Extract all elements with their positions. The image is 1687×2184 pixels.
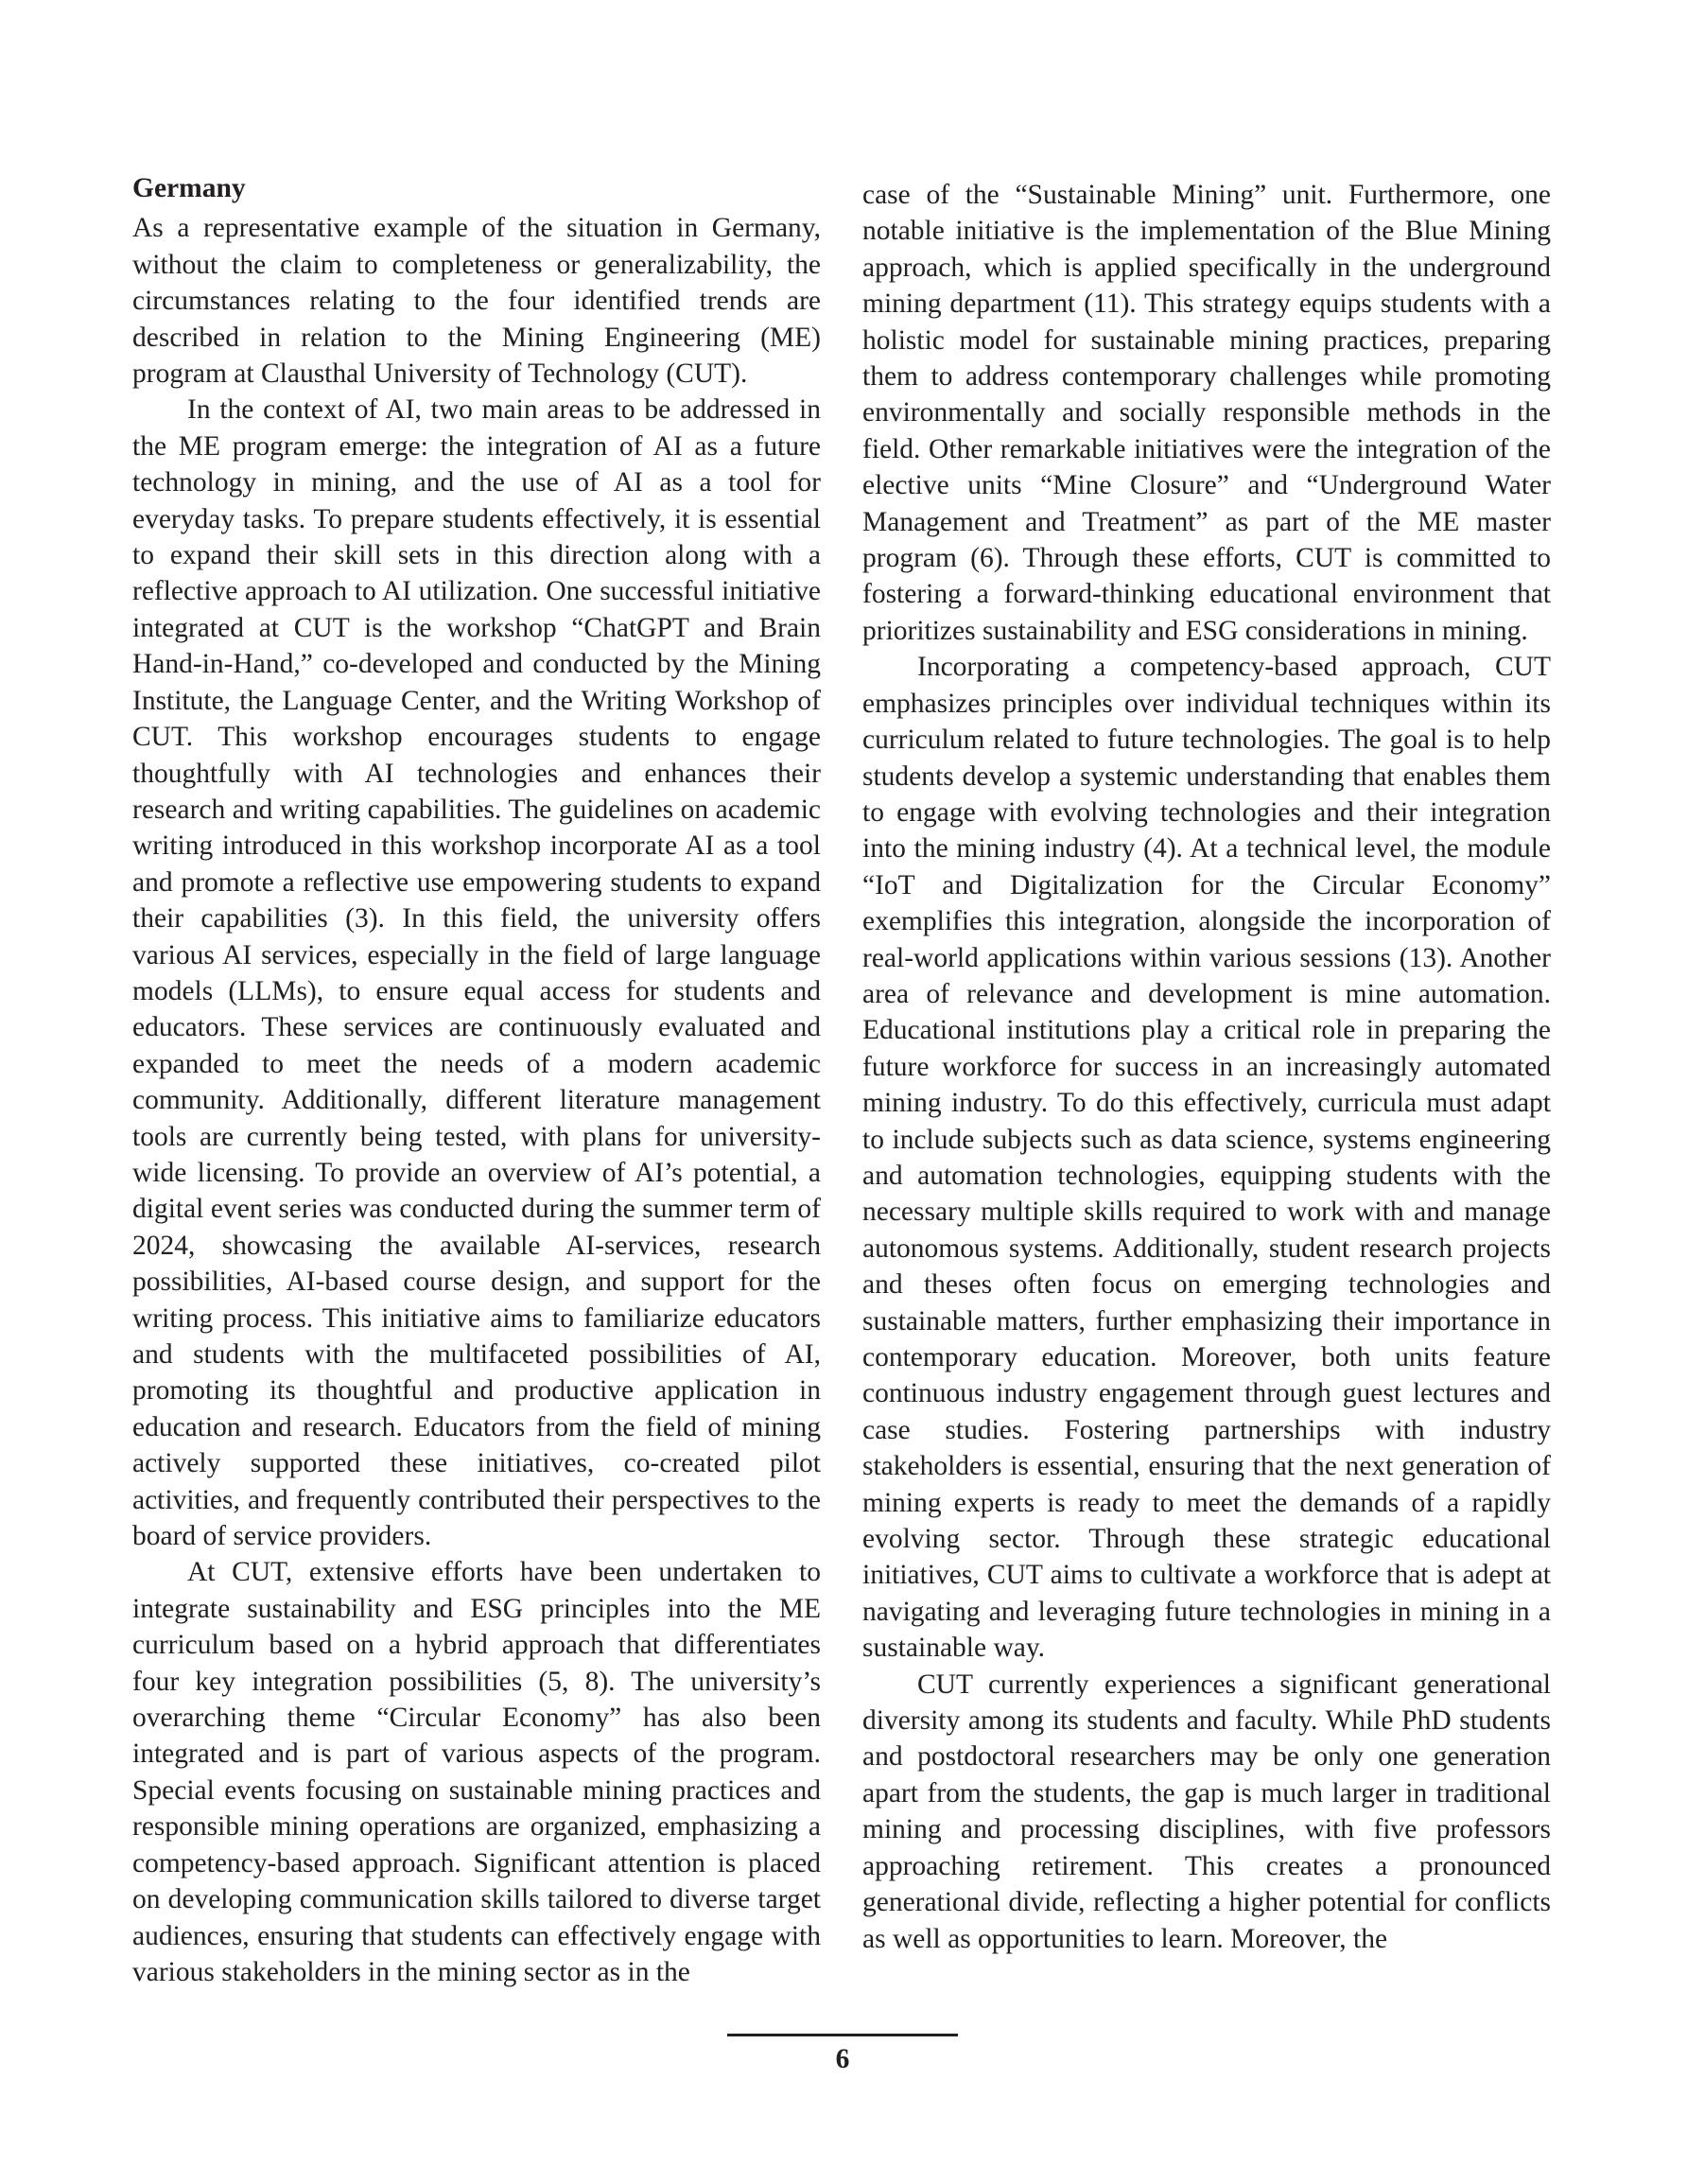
footer-divider (727, 2034, 958, 2036)
paragraph: Incorporating a competency-based approach, CUT emphasizes principles over individual techniques within its curriculum related to future technologies. The goal is to help students develop a systemic understanding that enables them to engage with evolving technologies and their integration into the mining industry (4). At a technical level, the module “IoT and Digitalization for the Circular Economy” exemplifies this integration, alongside the incorporation of real-world applications within various sessions (13). Another area of relevance and development is mine automation. Educational institutions play a critical role in preparing the future workforce for success in an increasingly automated mining industry. To do this effectively, curricula must adapt to include subjects such as data science, systems engineering and automation technologies, equipping students with the necessary multiple skills required to work with and manage autonomous systems. Additionally, student research projects and theses often focus on emerging technologies and sustainable matters, further emphasizing their importance in contemporary education. Moreover, both units feature continuous industry engagement through guest lectures and case studies. Fostering partnerships with industry stakeholders is essential, ensuring that the next generation of mining experts is ready to meet the demands of a rapidly evolving sector. Through these strategic educational initiatives, CUT aims to cultivate a workforce that is adept at navigating and leveraging future technologies in mining in a sustainable way. (862, 652, 1551, 1664)
right-column (862, 177, 1551, 1957)
paragraph: At CUT, extensive efforts have been undertaken to integrate sustainability and ESG principles into the ME curriculum based on a hybrid approach that differentiates four key integration possibilities (5, 8). The university’s overarching theme “Circular Economy” has also been integrated and is part of various aspects of the program. Special events focusing on sustainable mining practices and responsible mining operations are organized, emphasizing a competency-based approach. Significant attention is placed on developing communication skills tailored to diverse target audiences, ensuring that students can effectively engage with various stakeholders in the mining sector as in the (132, 1557, 821, 1987)
page-number: 6 (835, 2044, 850, 2074)
paragraph: As a representative example of the situation in Germany, without the claim to completeness or generalizability, the circumstances relating to the four identified trends are described in relation to the Mining Engineering (ME) program at Clausthal University of Technology (CUT). (132, 213, 821, 390)
paragraph: case of the “Sustainable Mining” unit. Furthermore, one notable initiative is the implementation of the Blue Mining approach, which is applied specifically in the underground mining department (11). This strategy equips students with a holistic model for sustainable mining practices, preparing them to address contemporary challenges while promoting environmentally and socially responsible methods in the field. Other remarkable initiatives were the integration of the elective units “Mine Closure” and “Underground Water Management and Treatment” as part of the ME master program (6). Through these efforts, CUT is committed to fostering a forward-thinking educational environment that prioritizes sustainability and ESG considerations in mining. (862, 180, 1551, 646)
section-heading: Germany (132, 173, 246, 203)
paragraph: In the context of AI, two main areas to be addressed in the ME program emerge: the integration of AI as a future technology in mining, and the use of AI as a tool for everyday tasks. To prepare students effectively, it is essential to expand their skill sets in this direction along with a reflective approach to AI utilization. One successful initiative integrated at CUT is the workshop “ChatGPT and Brain Hand-in-Hand,” co-developed and conducted by the Mining Institute, the Language Center, and the Writing Workshop of CUT. This workshop encourages students to engage thoughtfully with AI technologies and enhances their research and writing capabilities. The guidelines on academic writing introduced in this workshop incorporate AI as a tool and promote a reflective use empowering students to expand their capabilities (3). In this field, the university offers various AI services, especially in the field of large language models (LLMs), to ensure equal access for students and educators. These services are continuously evaluated and expanded to meet the needs of a modern academic community. Additionally, different literature management tools are currently being tested, with plans for university-wide licensing. To provide an overview of AI’s potential, a digital event series was conducted during the summer term of 2024, showcasing the available AI-services, research possibilities, AI-based course design, and support for the writing process. This initiative aims to familiarize educators and students with the multifaceted possibilities of AI, promoting its thoughtful and productive application in education and research. Educators from the field of mining actively supported these initiatives, co-created pilot activities, and frequently contributed their perspectives to the board of service providers. (132, 394, 821, 1552)
paragraph: CUT currently experiences a significant generational diversity among its students and faculty. While PhD students and postdoctoral researchers may be only one generation apart from the students, the gap is much larger in traditional mining and processing disciplines, with five professors approaching retirement. This creates a pronounced generational divide, reflecting a higher potential for conflicts as well as opportunities to learn. Moreover, the (862, 1669, 1551, 1954)
left-column (132, 170, 821, 1990)
